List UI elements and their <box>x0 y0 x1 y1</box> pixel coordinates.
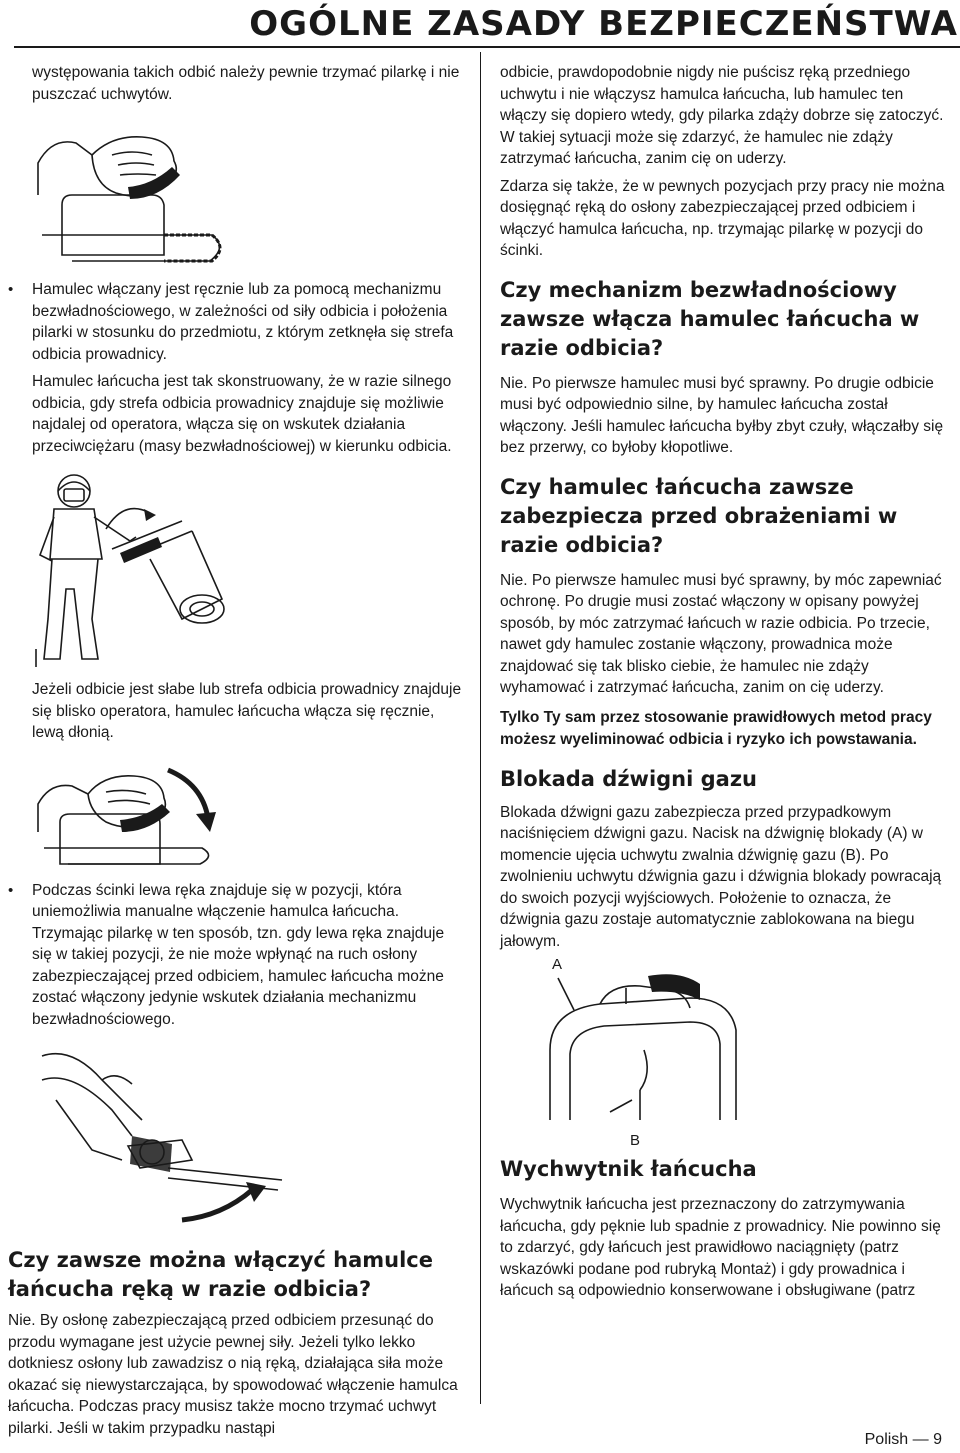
right-paragraph-4: Nie. Po pierwsze hamulec musi być sprawny, by móc zapewniać ochronę. Po drugie musi zostać włączony w opisany powyżej sposób, by móc zatrzymać łańcuch w razie odbicia. Po trzecie, nawet gdy hamulec zostanie włączony, prowadnica może znajdować się tak blisko ciebie, że hamulec nie zdąży wyhamować i zatrzymać łańcucha, zanim on cię uderzy. <box>500 571 942 696</box>
operator-kickback-figure <box>32 469 242 669</box>
left-paragraph-3: Jeżeli odbicie jest słabe lub strefa odbicia prowadnicy znajduje się blisko operatora, hamulec łańcucha włącza się ręcznie, lewą dłonią. <box>32 681 462 741</box>
header-rule <box>14 46 960 48</box>
right-paragraph-2: Zdarza się także, że w pewnych pozycjach przy pracy nie można dosięgnąć ręką do osłony zabezpieczającej przed odbiciem i włączyć hamulca łańcucha, np. trzymając pilarkę w pozycji do ścinki. <box>500 177 945 259</box>
right-paragraph-5: Blokada dźwigni gazu zabezpiecza przed przypadkowym naciśnięciem dźwigni gazu. Nacisk na dźwignię blokady (A) w momencie ujęcia uchwytu zwalnia dźwignię gazu (B). Po zwolnieniu uchwytu dźwignia gazu i dźwignia blokady powracają do swoich pozycji wyjściowych. Położenie to oznacza, że dźwignia gazu zostaje automatycznie zablokowana na biegu jałowym. <box>500 803 942 950</box>
left-bullet-1: • Hamulec włączany jest ręcznie lub za pomocą mechanizmu bezwładnościowego, w zależności od siły odbicia i położenia pilarki w stosunku do przedmiotu, z którym zetknęła się strefa odbicia prowadnicy. <box>32 279 462 365</box>
right-heading-3: Blokada dźwigni gazu <box>500 766 758 791</box>
right-heading-1: Czy mechanizm bezwładnościowy zawsze włącza hamulec łańcucha w razie odbicia? <box>500 277 920 360</box>
left-paragraph-2: Hamulec łańcucha jest tak skonstruowany, że w razie silnego odbicia, gdy strefa odbicia prowadnicy znajduje się możliwie najdalej od operatora, włącza się on wskutek działania przeciwciężaru (masy bezwładnościowej) w kierunku odbicia. <box>32 373 452 455</box>
right-paragraph-6: Wychwytnik łańcucha jest przeznaczony do zatrzymywania łańcucha, gdy pęknie lub spadnie z prowadnicy. Nie powinno się to zdarzyć, gdy łańcuch jest prawidłowo naciągnięty (patrz wskazówki podane pod rubryką Montaż) i gdy prowadnica i łańcuch są odpowiednio konserwowane i obsługiwane (patrz <box>500 1196 941 1299</box>
right-heading-2: Czy hamulec łańcucha zawsze zabezpiecza przed obrażeniami w razie odbicia? <box>500 474 898 557</box>
left-heading-1: Czy zawsze można włączyć hamulce łańcucha ręką w razie odbicia? <box>8 1248 433 1301</box>
hand-on-chain-brake-figure <box>32 115 232 265</box>
throttle-handle-drawing <box>540 970 760 1132</box>
page-footer: Polish — 9 <box>864 1431 942 1448</box>
left-column <box>8 62 462 1439</box>
right-bold-warning: Tylko Ty sam przez stosowanie prawidłowych metod pracy możesz wyeliminować odbicia i ryzyko ich powstawania. <box>500 708 932 748</box>
header-title: OGÓLNE ZASADY BEZPIECZEŃSTWA <box>249 4 958 44</box>
left-paragraph-1: występowania takich odbić należy pewnie trzymać pilarkę i nie puszczać uchwytów. <box>32 64 460 103</box>
throttle-lockout-figure <box>540 956 760 1151</box>
left-hand-brake-figure <box>32 748 232 866</box>
right-paragraph-1: odbicie, prawdopodobnie nigdy nie puścisz ręką przedniego uchwytu i nie włączysz hamulca łańcucha, lub hamulec ten włączy się dopiero wtedy, gdy pilarka zdąży dobrze się zatoczyć. W takiej sytuacji może się zdarzyć, że hamulec nie zdąży zatrzymać łańcucha, zanim cię on uderzy. <box>500 64 944 167</box>
felling-position-figure <box>32 1040 292 1230</box>
figure-label-a: A <box>552 956 563 973</box>
right-paragraph-3: Nie. Po pierwsze hamulec musi być sprawny. Po drugie odbicie musi być odpowiednio silne, by hamulec łańcucha został włączony. Jeśli hamulec łańcucha byłby zbyt czuły, włączałby się bez przerwy, co byłoby kłopotliwe. <box>500 374 944 456</box>
column-divider <box>480 52 481 1404</box>
page-header <box>0 4 960 44</box>
right-column <box>500 62 950 1302</box>
left-paragraph-4: Nie. By osłonę zabezpieczającą przed odbiciem przesunąć do przodu wymagane jest użycie pewnej siły. Jeżeli tylko lekko dotkniesz osłony lub zawadzisz o nią ręką, działająca siła może okazać się niewystarczająca, by spowodować włączenie hamulca łańcucha. Podczas pracy musisz także mocno trzymać uchwyt pilarki. Jeśli w takim przypadku nastąpi <box>8 1312 458 1437</box>
right-heading-4: Wychwytnik łańcucha <box>500 1157 757 1181</box>
figure-label-b: B <box>630 1132 641 1149</box>
left-bullet-2: • Podczas ścinki lewa ręka znajduje się w pozycji, która uniemożliwia manualne włączenie hamulca łańcucha. Trzymając pilarkę w ten sposób, tzn. gdy lewa ręka znajduje się w takiej pozycji, że nie może wpłynąć na ruch osłony zabezpieczającej przed odbiciem, hamulec łańcucha możne zostać włączony jedynie wskutek działania mechanizmu bezwładnościowego. <box>32 880 462 1031</box>
